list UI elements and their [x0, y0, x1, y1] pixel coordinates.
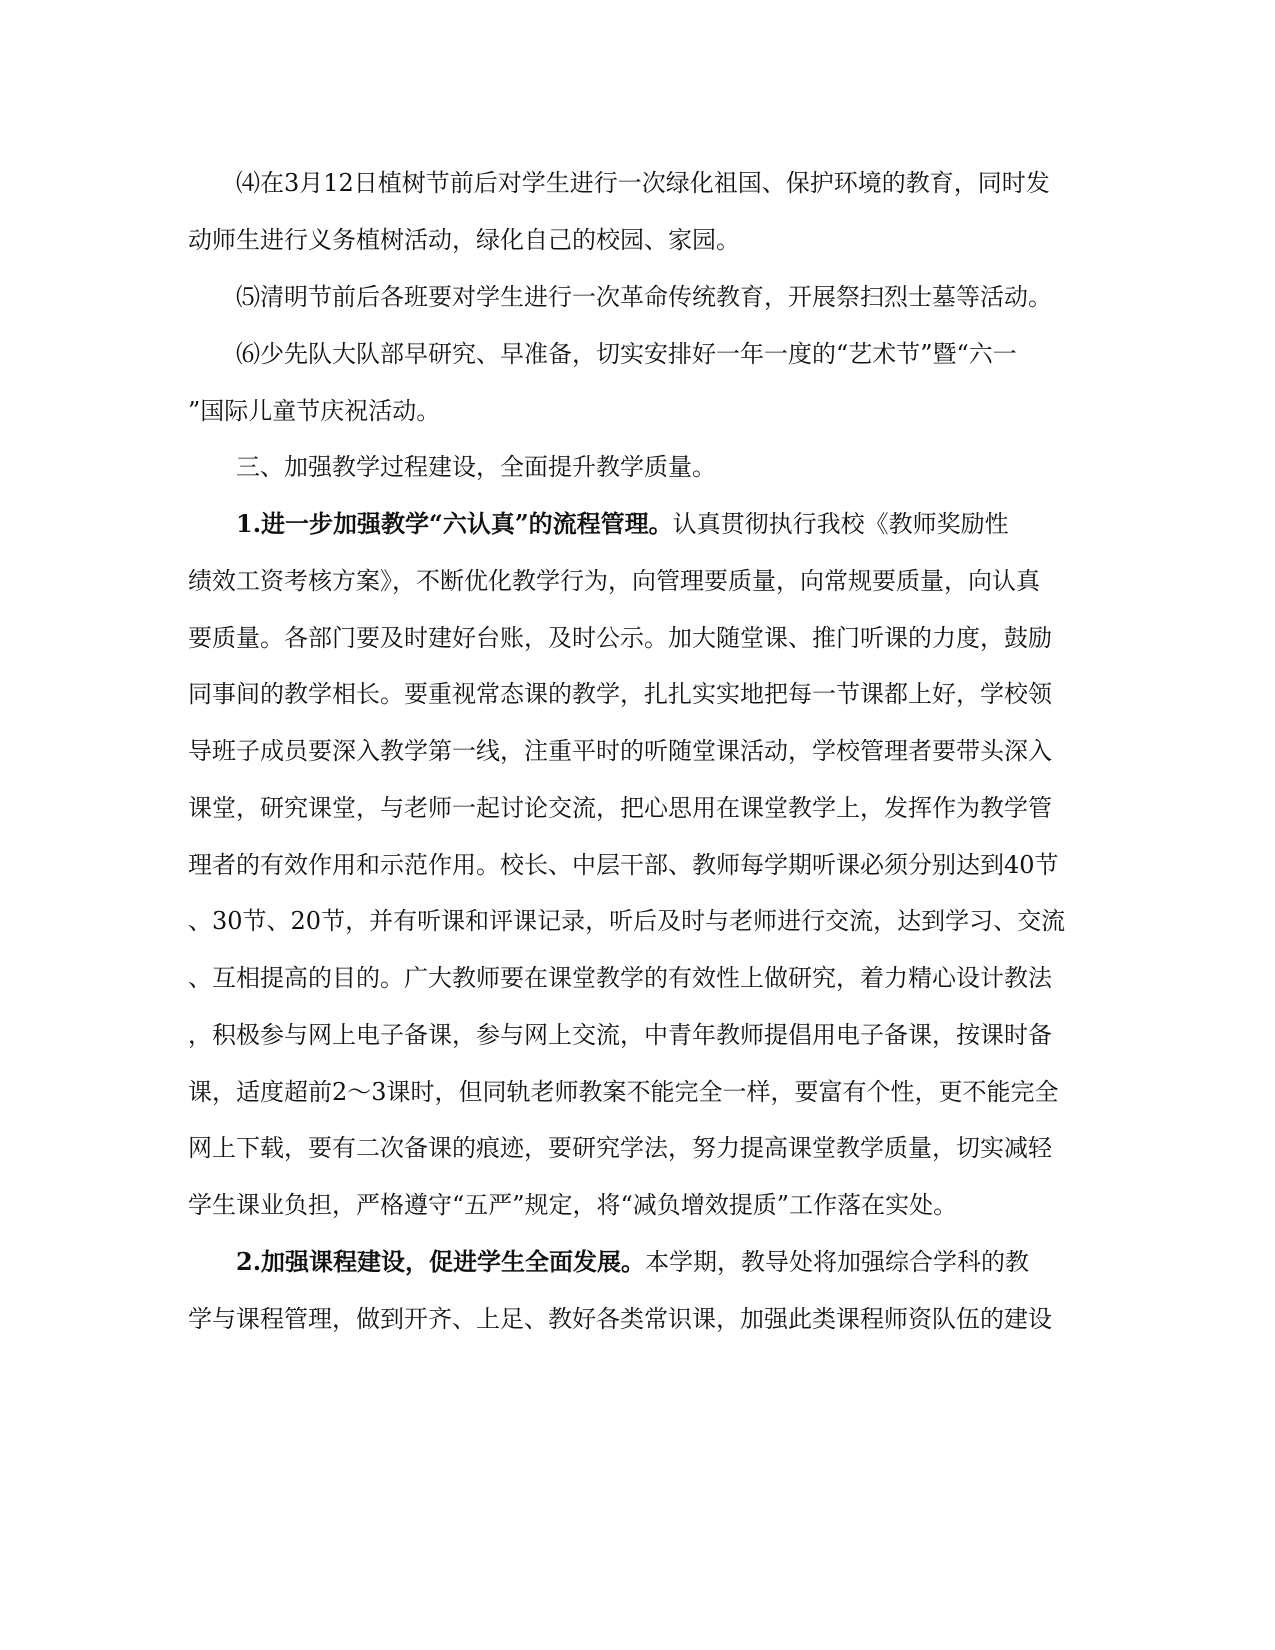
- paragraph-line: ，积极参与网上电子备课，参与网上交流，中青年教师提倡用电子备课，按课时备: [188, 1021, 1052, 1049]
- item-heading: 1.进一步加强教学“六认真”的流程管理。: [236, 509, 673, 538]
- paragraph-line: 学与课程管理，做到开齐、上足、教好各类常识课，加强此类课程师资队伍的建设: [188, 1305, 1052, 1333]
- paragraph-line: [236, 1242, 1136, 1282]
- paragraph-line: 导班子成员要深入教学第一线，注重平时的听随堂课活动，学校管理者要带头深入: [188, 737, 1052, 765]
- section-heading: 三、加强教学过程建设，全面提升教学质量。: [236, 453, 716, 481]
- paragraph-line: 课堂，研究课堂，与老师一起讨论交流，把心思用在课堂教学上，发挥作为教学管: [188, 794, 1052, 822]
- paragraph-line: 课，适度超前2～3课时，但同轨老师教案不能完全一样，要富有个性，更不能完全: [188, 1078, 1059, 1106]
- paragraph-line: 学生课业负担，严格遵守“五严”规定，将“减负增效提质”工作落在实处。: [188, 1191, 958, 1219]
- paragraph-line: ⑸清明节前后各班要对学生进行一次革命传统教育，开展祭扫烈士墓等活动。: [236, 283, 1052, 311]
- paragraph-line: 理者的有效作用和示范作用。校长、中层干部、教师每学期听课必须分别达到40节: [188, 851, 1059, 879]
- paragraph-line: 同事间的教学相长。要重视常态课的教学，扎扎实实地把每一节课都上好，学校领: [188, 680, 1052, 708]
- paragraph-line: 动师生进行义务植树活动，绿化自己的校园、家园。: [188, 226, 740, 254]
- paragraph-text: 认真贯彻执行我校《教师奖励性: [672, 510, 1009, 538]
- item-heading: 2.加强课程建设，促进学生全面发展。: [236, 1247, 646, 1276]
- paragraph-line: 、30节、20节，并有听课和评课记录，听后及时与老师进行交流，达到学习、交流: [188, 907, 1066, 935]
- paragraph-line: 、互相提高的目的。广大教师要在课堂教学的有效性上做研究，着力精心设计教法: [188, 964, 1052, 992]
- paragraph-line: ⑷在3月12日植树节前后对学生进行一次绿化祖国、保护环境的教育，同时发: [236, 169, 1050, 197]
- paragraph-line: 绩效工资考核方案》，不断优化教学行为，向管理要质量，向常规要质量，向认真: [188, 567, 1040, 595]
- paragraph-text: 本学期，教导处将加强综合学科的教: [645, 1248, 1030, 1276]
- paragraph-line: 网上下载，要有二次备课的痕迹，要研究学法，努力提高课堂教学质量，切实减轻: [188, 1134, 1052, 1162]
- paragraph-line: ⑹少先队大队部早研究、早准备，切实安排好一年一度的“艺术节”暨“六一: [236, 340, 1017, 368]
- paragraph-line: [236, 504, 1136, 544]
- paragraph-line: ”国际儿童节庆祝活动。: [188, 397, 441, 425]
- paragraph-line: 要质量。各部门要及时建好台账，及时公示。加大随堂课、推门听课的力度，鼓励: [188, 624, 1052, 652]
